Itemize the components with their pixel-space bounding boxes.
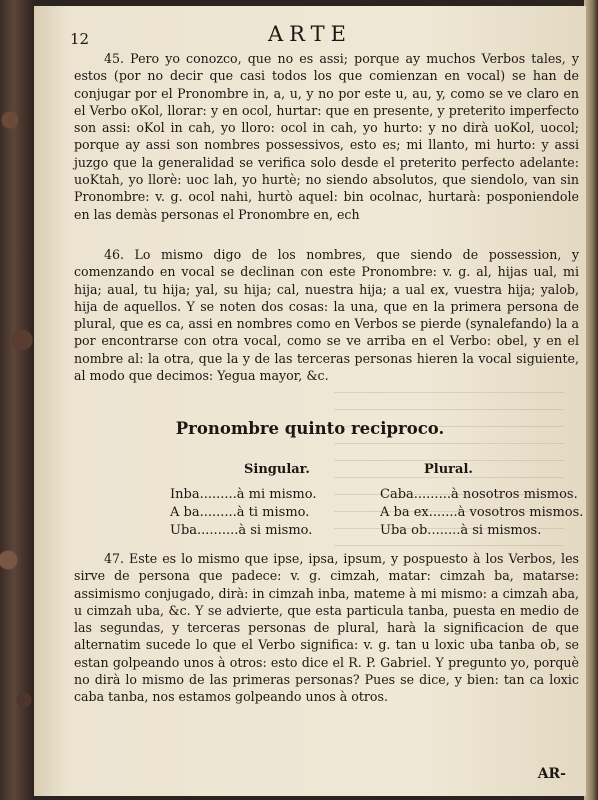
book-page <box>34 6 586 796</box>
forms-row <box>170 504 583 522</box>
paragraph-text: Este es lo mismo que ipse, ipsa, ipsum, y pospuesto à los Verbos, les sirve de persona que padece: v. g. cimzah, matar: cimzah ba, matarse: assimismo conjugado, dirà: in cimzah inba, mateme à mi mismo: a cimzah aba, u cimzah uba, &c. Y se advierte, que esta particula tanba, puesta en medio de las segundas, y terceras personas de plural, harà la significacion de que alternatim sucede lo que el Verbo significa: v. g. tan u loxic uba tanba ob, se estan golpeando unos à otros: esto dice el R. P. Gabriel. Y pregunto yo, porquè no dirà lo mismo de las primeras personas? Pues se dice, y bien: tan ca loxic caba tanba, nos estamos golpeando unos à otros. <box>74 551 579 705</box>
paragraph-text: Lo mismo digo de los nombres, que siendo de possession, y comenzando en vocal se declinan con este Pronombre: v. g. al, hijas ual, mi hija; aual, tu hija; yal, su hija; cal, nuestra hija; a ual ex, vuestra hija; yalob, hija de aquellos. Y se noten dos cosas: la una, que en la primera persona de plural, que es ca, assi en nombres como en Verbos se pierde (synalefando) la a por encontrarse con otra vocal, como se ve arriba en el Verbo: obel, y en el nombre al: la otra, que la y de las terceras personas hieren la vocal siguiente, al modo que decimos: Yegua mayor, &c. <box>74 247 579 384</box>
paragraph-45 <box>74 50 579 223</box>
paragraph-number: 46. <box>104 247 125 262</box>
singular-form: Inba.........à mi mismo. <box>170 487 317 502</box>
running-title: ARTE <box>268 22 352 46</box>
forms-row <box>170 522 583 540</box>
paragraph-text: Pero yo conozco, que no es assi; porque ay muchos Verbos tales, y estos (por no decir que casi todos los que comienzan en vocal) se han de conjugar por el Pronombre in, a, u, y no por este u, au, y, como se ve claro en el Verbo oKol, llorar: y en ocol, hurtar: que en presente, y preterito imperfecto son assi: oKol in cah, yo lloro: ocol in cah, yo hurto: y no dirà uoKol, uocol; porque ay assi son nombres possessivos, esto es; mi llanto, mi hurto: y assi juzgo que la generalidad se verifica solo desde el preterito perfecto adelante: uoKtah, yo llorè: uoc lah, yo hurtè; no siendo absolutos, que siendolo, van sin Pronombre: v. g. ocol nahi, hurtò aquel: bin ocolnac, hurtarà: posponiendole en las demàs personas el Pronombre en, ech <box>74 51 580 222</box>
paragraph-46 <box>74 246 579 384</box>
plural-form: Caba.........à nosotros mismos. <box>380 487 578 502</box>
page-edge <box>584 0 598 800</box>
paragraph-number: 47. <box>104 551 125 566</box>
pronoun-forms-table <box>170 486 583 540</box>
plural-form: A ba ex.......à vosotros mismos. <box>380 505 584 520</box>
singular-form: A ba.........à ti mismo. <box>170 505 310 520</box>
plural-label: Plural. <box>424 462 473 477</box>
forms-row <box>170 486 583 504</box>
page-header <box>34 20 586 48</box>
singular-form: Uba..........à si mismo. <box>170 523 313 538</box>
paragraph-number: 45. <box>104 51 125 66</box>
plural-form: Uba ob........à si mismos. <box>380 523 542 538</box>
catchword: AR- <box>537 766 566 782</box>
paragraph-47 <box>74 550 579 706</box>
page-number: 12 <box>70 30 90 48</box>
book-binding <box>0 0 34 800</box>
singular-label: Singular. <box>244 462 310 477</box>
section-heading: Pronombre quinto reciproco. <box>175 419 445 438</box>
